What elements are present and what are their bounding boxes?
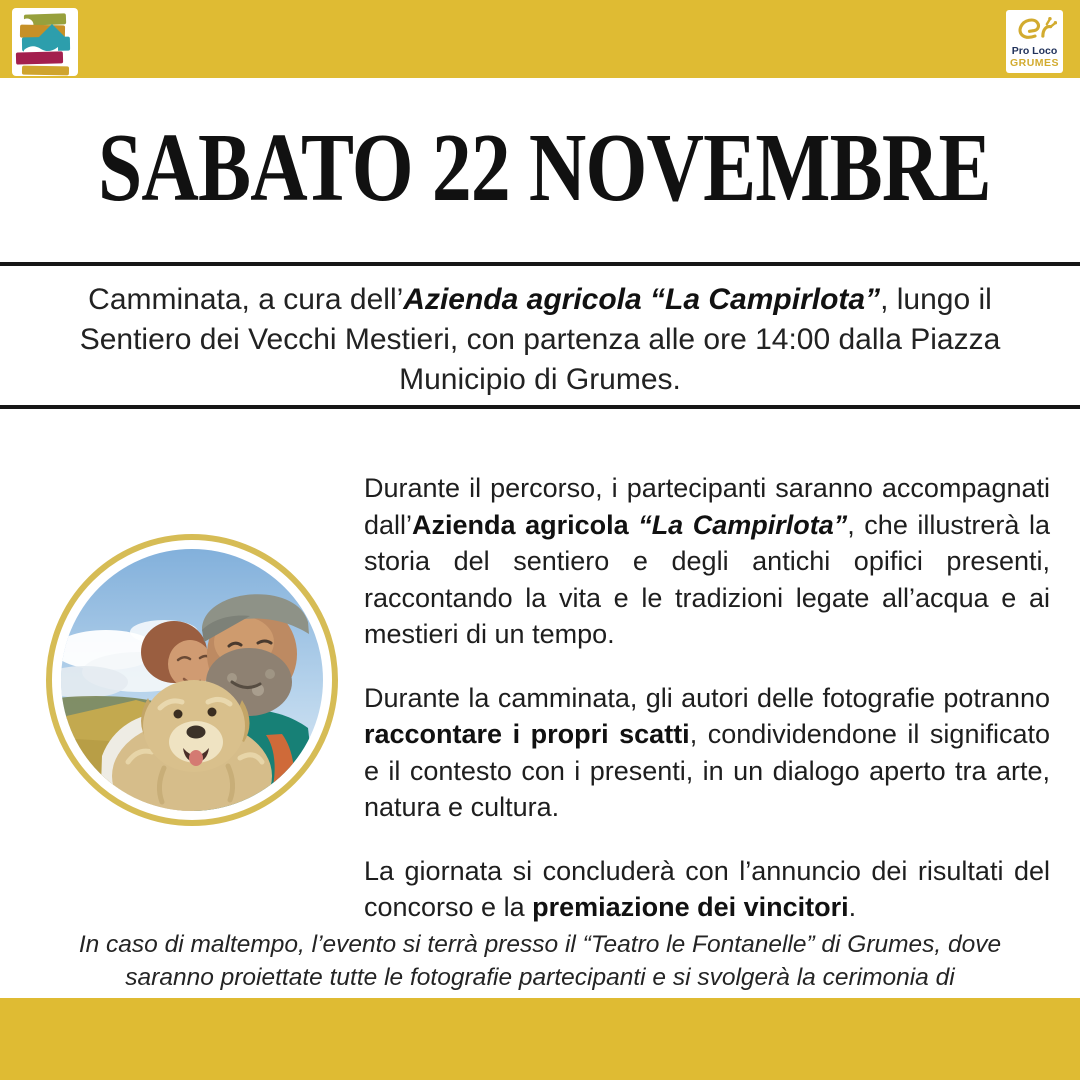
divider-bottom — [0, 405, 1080, 409]
p3-pre: La giornata si concluderà con l’annuncio dei risultati del concorso e la — [364, 855, 1050, 922]
p2-bold: raccontare i propri scatti — [364, 719, 690, 749]
p3-post: . — [848, 892, 857, 922]
landscape-stripes-icon — [12, 8, 78, 76]
pro-loco-grumes-logo — [1006, 10, 1063, 73]
bottom-accent-band — [0, 998, 1080, 1080]
p1-post: , che illustrerà la storia del sentiero e degli antichi opifici presenti, raccontando la vita e le tradizioni legate all’acqua e ai mestieri di un tempo. — [364, 509, 1050, 649]
p2-post: , condividendone il significato e il contesto con i presenti, in un dialogo aperto tra arte, natura e cultura. — [364, 719, 1050, 822]
bad-weather-note: In caso di maltempo, l’evento si terrà presso il “Teatro le Fontanelle” di Grumes, dove saranno proiettate tutte le fotografie partecipanti e si svolgerà la cerimonia di — [78, 931, 1002, 991]
top-accent-band — [0, 0, 1080, 78]
p1-bold: Azienda agricola — [412, 509, 639, 540]
subtitle-post: , lungo il Sentiero dei Vecchi Mestieri, con partenza alle ore 14:00 dalla Piazza Municipio di Grumes. — [79, 283, 1001, 396]
p1-bold-italic: “La Campirlota” — [638, 509, 848, 540]
divider-top — [0, 262, 1080, 266]
title-section — [0, 114, 1080, 221]
paragraph-1 — [364, 470, 1050, 653]
paragraph-3 — [364, 853, 1050, 926]
grumes-label: GRUMES — [1009, 57, 1060, 69]
page-title: SABATO 22 NOVEMBRE — [97, 114, 991, 221]
photo-illustration — [44, 532, 340, 828]
event-description — [364, 470, 1050, 926]
p2-pre: Durante la camminata, gli autori delle fotografie potranno — [364, 682, 1050, 713]
event-subtitle — [60, 280, 1020, 400]
pro-loco-label: Pro Loco — [1011, 45, 1058, 57]
landscape-stripes-logo — [12, 8, 78, 76]
p1-pre: Durante il percorso, i partecipanti saranno accompagnati dall’ — [364, 473, 1050, 540]
p3-bold: premiazione dei vincitori — [532, 892, 849, 922]
pro-loco-grumes-mark-icon — [1013, 14, 1057, 44]
paragraph-2 — [364, 680, 1050, 826]
subtitle-pre: Camminata, a cura dell’ — [88, 283, 404, 316]
subtitle-highlight: Azienda agricola “La Campirlota” — [403, 283, 881, 316]
couple-with-dog-photo — [44, 532, 340, 828]
